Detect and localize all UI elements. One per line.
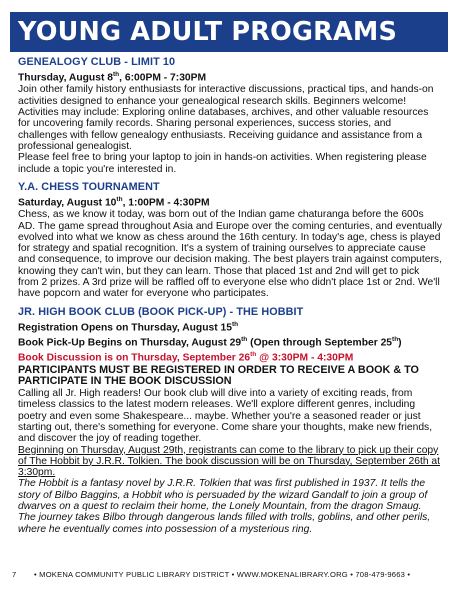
pickup-sup: th bbox=[241, 336, 248, 344]
hobbit-summary: The Hobbit is a fantasy novel by J.R.R. Tolkien that was first published in 1937. It tells the story of Bilbo Baggins, a Hobbit who is persuaded by the wizard Gandalf to join a group of dwarves on a quest to reclaim their home, the Lonely Mountain, from the dragon Smaug. The journey takes Bilbo through dangerous lands filled with trolls, goblins, and other perils, where he eventually comes into possession of a mysterious ring. bbox=[18, 478, 431, 535]
chess-section bbox=[18, 180, 442, 300]
genealogy-date-sup: th bbox=[112, 71, 120, 78]
registration-notice: PARTICIPANTS MUST BE REGISTERED IN ORDER TO RECEIVE A BOOK & TO PARTICIPATE IN THE BOOK DISCUSSION bbox=[18, 363, 419, 388]
discussion-sup: th bbox=[250, 351, 257, 359]
discussion-text: Book Discussion is on Thursday, September 26 bbox=[18, 352, 251, 364]
discussion-time: @ 3:30PM - 4:30PM bbox=[256, 352, 354, 364]
bookclub-pickup-info: Beginning on Thursday, August 29th, registrants can come to the library to pick up their copy of The Hobbit by J.R.R. Tolkien. The book discussion will be on Thursday, September 26th at 3:30pm. bbox=[18, 444, 441, 479]
bookclub-section bbox=[18, 305, 442, 535]
genealogy-date-text: Thursday, August 8 bbox=[18, 72, 113, 84]
banner bbox=[10, 12, 448, 52]
chess-date-sup: th bbox=[116, 195, 123, 203]
content bbox=[18, 55, 442, 535]
genealogy-section bbox=[18, 55, 442, 175]
chess-date-text: Saturday, August 10 bbox=[18, 197, 117, 209]
registration-text: Registration Opens on Thursday, August 15 bbox=[18, 322, 232, 334]
pickup-close: ) bbox=[398, 337, 402, 349]
chess-date bbox=[18, 194, 442, 209]
genealogy-title: GENEALOGY CLUB - LIMIT 10 bbox=[18, 56, 176, 68]
chess-description: Chess, as we know it today, was born out of the Indian game chaturanga before the 600s AD. The game spread throughout Asia and Europe over the coming centuries, and eventually evolved into what we know as chess around the 16th century. In today's age, chess is played for strategy and spatial recognition. It's a system of training ourselves to appreciate cause and consequence, to improve our decision making. The best players train against computers, knowing they can't win, but they can learn. Those that placed 1st and 2nd will get to pick from 2 prizes. A 3rd prize will be raffled off to everyone else who didn't place 1st or 2nd. We'll have popcorn and water for everyone who participates. bbox=[18, 209, 442, 300]
pickup-range: (Open through September 25 bbox=[247, 337, 393, 349]
bookclub-registration bbox=[18, 319, 442, 334]
bookclub-discussion bbox=[18, 349, 442, 364]
chess-title: Y.A. CHESS TOURNAMENT bbox=[18, 180, 160, 193]
chess-date-time: , 1:00PM - 4:30PM bbox=[122, 197, 210, 209]
genealogy-description: Join other family history enthusiasts for interactive discussions, practical tips, and hands-on activities designed to enhance your genealogical research skills. Beginners welcome! Activities may include: Exploring online databases, archives, and other valuable resources for uncovering family records. Sharing personal experiences, success stories, and challenges with fellow genealogy enthusiasts. Receiving guidance and assistance from a professional genealogist. bbox=[18, 84, 434, 152]
pickup-sup-end: th bbox=[392, 336, 399, 344]
page-number: 7 bbox=[12, 570, 17, 579]
genealogy-date bbox=[18, 69, 442, 84]
bookclub-description: Calling all Jr. High readers! Our book club will dive into a variety of exciting reads, from timeless classics to the latest modern releases. We'll explore different genres, including poetry and even some Shakespeare... maybe. Whether you're a seasoned reader or just starting out, there's something for everyone. Come share your thoughts, make new friends, and discover the joy of reading together. bbox=[18, 388, 433, 445]
genealogy-laptop-note: Please feel free to bring your laptop to join in hands-on activities. When registering please include a topic you're interested in. bbox=[18, 152, 427, 175]
page-title: YOUNG ADULT PROGRAMS bbox=[18, 17, 398, 47]
footer-contact: • MOKENA COMMUNITY PUBLIC LIBRARY DISTRICT • WWW.MOKENALIBRARY.ORG • 708-479-9663 • bbox=[34, 570, 411, 579]
pickup-text: Book Pick-Up Begins on Thursday, August 29 bbox=[18, 337, 242, 349]
bookclub-pickup bbox=[18, 334, 442, 349]
registration-sup: th bbox=[231, 320, 239, 328]
bookclub-title: JR. HIGH BOOK CLUB (BOOK PICK-UP) - THE HOBBIT bbox=[18, 305, 304, 318]
genealogy-date-time: , 6:00PM - 7:30PM bbox=[119, 72, 207, 84]
